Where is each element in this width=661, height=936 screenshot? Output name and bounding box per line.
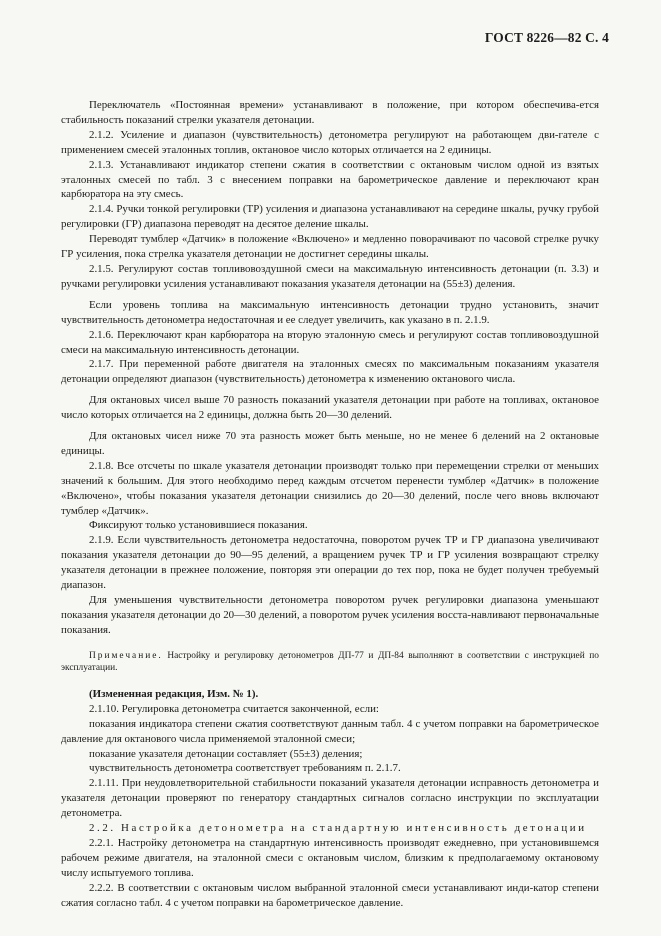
note-text: Настройку и регулировку детонометров ДП-77 и ДП-84 выполняют в соответствии с инструкцией по эксплуатации. [61,650,599,674]
paragraph: Для уменьшения чувствительности детонометра поворотом ручек регулировки диапазона уменьшают показания указателя детонации до 20—30 делений, а поворотом ручек усиления восста-навливают первоначальные показания. [61,594,599,636]
paragraph: 2.1.7. При переменной работе двигателя на эталонных смесях по максимальным показаниям указателя детонации определяют диапазон (чувствительность) детонометра к изменению октанового числа. [61,358,599,386]
paragraph: Если уровень топлива на максимальную интенсивность детонации трудно установить, значит чувствительность детонометра недостаточная и ее следует увеличить, как указано в п. 2.1.9. [61,298,599,326]
note-label: Примечание. [89,650,163,661]
paragraph: 2.1.2. Усиление и диапазон (чувствительность) детонометра регулируют на работающем дви-гателе с применением смесей эталонных топлив, октановое число которых отличается на 2 единицы. [61,128,599,156]
paragraph: Фиксируют только установившиеся показания. [89,519,308,532]
note [61,650,599,675]
paragraph: 2.1.5. Регулируют состав топливовоздушной смеси на максимальную интенсивность детонации (п. 3.3) и ручками регулировки усиления устанавливают показания указателя детонации на (55±3) деления. [61,262,599,290]
paragraph: 2.1.11. При неудовлетворительной стабильности показаний указателя детонации исправность детонометра и указателя детонации проверяют по генератору стандартных сигналов согласно инструкции по эксплуатации детонометра. [61,777,599,820]
paragraph: показание указателя детонации составляет (55±3) деления; [89,747,363,760]
revision-mark: (Измененная редакция, Изм. № 1). [89,687,259,700]
document-body [61,98,599,911]
section-heading: 2.2. Настройка детонометра на стандартную интенсивность детонации [89,822,587,835]
page-header: ГОСТ 8226—82 С. 4 [484,30,609,45]
paragraph: 2.1.10. Регулировка детонометра считается законченной, если: [89,702,379,715]
paragraph: чувствительность детонометра соответствует требованиям п. 2.1.7. [89,762,401,775]
paragraph: Переключатель «Постоянная времени» устанавливают в положение, при котором обеспечива-ется стабильность показаний стрелки указателя детонации. [61,99,599,126]
paragraph: 2.2.2. В соответствии с октановым числом выбранной эталонной смеси устанавливают инди-катор степени сжатия согласно табл. 4 с учетом поправки на барометрическое давление. [61,881,599,909]
paragraph: 2.1.6. Переключают кран карбюратора на вторую эталонную смесь и регулируют состав топливовоздушной смеси на максимальную интенсивность детонации. [61,328,599,356]
paragraph: Переводят тумблер «Датчик» в положение «Включено» и медленно поворачивают по часовой стрелке ручку ГР усиления, пока стрелка указателя детонации не достигнет середины шкалы. [61,233,599,261]
paragraph: 2.1.4. Ручки тонкой регулировки (ТР) усиления и диапазона устанавливают на середине шкалы, ручку грубой регулировки (ГР) диапазона переводят на десятое деление шкалы. [61,203,599,231]
paragraph: 2.1.8. Все отсчеты по шкале указателя детонации производят только при перемещении стрелки от меньших значений к большим. Для этого необходимо перед каждым отсчетом перенести тумблер «Датчик» в положение «Включено», чтобы показания указателя детонации снизились до 20—30 делений, после чего вновь включают тумблер «Датчик». [61,459,599,517]
paragraph: Для октановых чисел ниже 70 эта разность может быть меньше, но не менее 6 делений на 2 октановые единицы. [61,430,599,457]
paragraph: 2.1.9. Если чувствительность детонометра недостаточна, поворотом ручек ТР и ГР диапазона увеличивают показания указателя детонации до 90—95 делений, а вращением ручек ТР и ГР усиления возвращают стрелку указателя детонации в прежнее положение, повторяя эти операции до тех пор, пока не будет получен требуемый диапазон. [61,534,599,592]
paragraph: Для октановых чисел выше 70 разность показаний указателя детонации при работе на топливах, октановое число которых отличается на 2 единицы, должна быть 20—30 делений. [61,394,599,422]
paragraph: 2.1.3. Устанавливают индикатор степени сжатия в соответствии с октановым числом одной из взятых эталонных смесей по табл. 3 с внесением поправки на барометрическое давление и переключают кран карбюратора на эту смесь. [61,158,599,201]
paragraph: 2.2.1. Настройку детонометра на стандартную интенсивность производят ежедневно, при установившемся рабочем режиме двигателя, на эталонной смеси с октановым числом, близким к предполагаемому октановому числу испытуемого топлива. [61,836,599,879]
paragraph: показания индикатора степени сжатия соответствуют данным табл. 4 с учетом поправки на барометрическое давление для октанового числа применяемой эталонной смеси; [61,717,599,745]
